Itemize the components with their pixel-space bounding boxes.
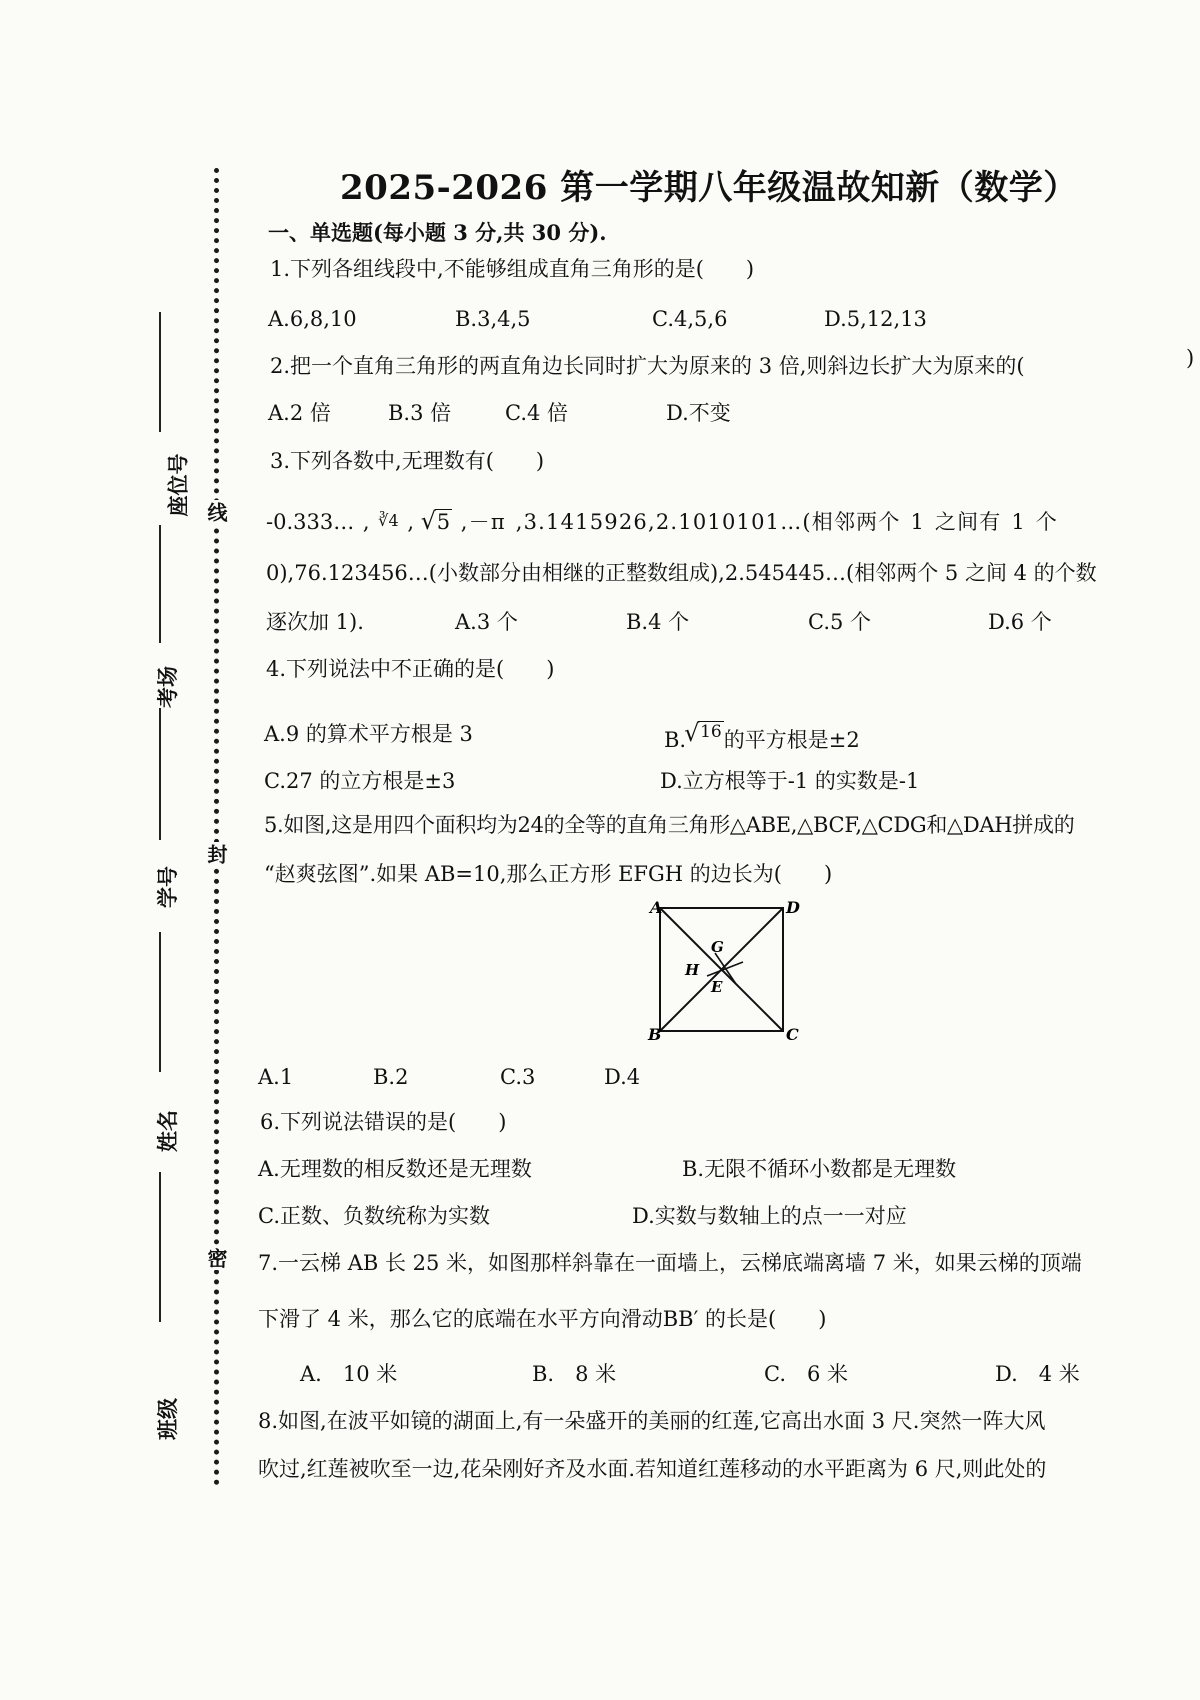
q3-option-c: C.5 个 [808, 610, 872, 634]
q6-option-b: B.无限不循环小数都是无理数 [682, 1157, 957, 1181]
zhao-shuang-figure [640, 896, 800, 1050]
q3-line2: 0),76.123456…(小数部分由相继的正整数组成),2.545445…(相邻两个 5 之间 4 的个数 [266, 561, 1097, 585]
label-g: G [711, 938, 724, 956]
cube-root-4-glyph: ∛4 [378, 511, 399, 530]
class-line [159, 1172, 161, 1322]
q5-option-a: A.1 [258, 1065, 294, 1089]
sqrt-16: √ 16 [686, 724, 724, 741]
q3-line1-a: -0.333… , [266, 510, 370, 534]
sqrt-5: √ 5 [423, 512, 452, 533]
q3-option-a: A.3 个 [455, 610, 518, 634]
q5-stem2: “赵爽弦图”.如果 AB=10,那么正方形 EFGH 的边长为( ) [264, 862, 833, 886]
class-label: 班级 [155, 1398, 180, 1440]
exam-room-label: 考场 [155, 666, 180, 708]
q3-option-b: B.4 个 [626, 610, 690, 634]
q4-option-b [664, 724, 860, 751]
q3-line1-b: , [407, 510, 415, 534]
q5-option-c: C.3 [500, 1065, 536, 1089]
q6-option-c: C.正数、负数统称为实数 [258, 1204, 490, 1228]
q7-stem: 7.一云梯 AB 长 25 米，如图那样斜靠在一面墙上，云梯底端离墙 7 米，如果云梯的顶端 [258, 1251, 1082, 1275]
q5-option-d: D.4 [604, 1065, 641, 1089]
q3-option-d: D.6 个 [988, 610, 1052, 634]
q4-option-b-letter: B. [664, 728, 687, 752]
q1-option-b: B.3,4,5 [455, 307, 531, 331]
q7-option-d: D. 4 米 [995, 1362, 1080, 1386]
q2-option-c: C.4 倍 [505, 401, 569, 425]
q7-option-c: C. 6 米 [764, 1362, 849, 1386]
label-a: A [650, 898, 663, 917]
label-h: H [685, 961, 700, 979]
exam-room-line [159, 525, 161, 643]
q1-option-a: A.6,8,10 [268, 307, 357, 331]
label-c: C [786, 1025, 799, 1044]
q7-stem2: 下滑了 4 米，那么它的底端在水平方向滑动BB′ 的长是( ) [258, 1307, 827, 1331]
binding-dotted-line [214, 168, 219, 1486]
student-no-line [159, 708, 161, 840]
cut-mark-seal: 封 [202, 842, 231, 866]
q5-option-b: B.2 [373, 1065, 409, 1089]
q4-option-b-rest: 的平方根是±2 [723, 728, 860, 752]
q7-option-b: B. 8 米 [532, 1362, 617, 1386]
seat-label: 座位号 [165, 453, 191, 517]
q6-stem: 6.下列说法错误的是( ) [260, 1110, 507, 1134]
q3-line3: 逐次加 1). [266, 610, 364, 634]
name-line [159, 932, 161, 1072]
q1-option-c: C.4,5,6 [652, 307, 728, 331]
q4-option-c: C.27 的立方根是±3 [264, 769, 456, 793]
q3-stem: 3.下列各数中,无理数有( ) [270, 449, 545, 473]
q4-stem: 4.下列说法中不正确的是( ) [266, 657, 555, 681]
label-b: B [648, 1025, 662, 1044]
label-e: E [711, 978, 723, 996]
q7-option-a: A. 10 米 [300, 1362, 398, 1386]
q1-option-d: D.5,12,13 [824, 307, 927, 331]
q2-stem-end: ) [1186, 346, 1195, 370]
q5-stem: 5.如图,这是用四个面积均为24的全等的直角三角形△ABE,△BCF,△CDG和△DAH拼成的 [264, 813, 1075, 837]
q6-option-d: D.实数与数轴上的点一一对应 [632, 1204, 907, 1228]
q6-option-a: A.无理数的相反数还是无理数 [258, 1157, 532, 1181]
name-label: 姓名 [155, 1110, 180, 1152]
q2-stem: 2.把一个直角三角形的两直角边长同时扩大为原来的 3 倍,则斜边长扩大为原来的( [270, 354, 1025, 378]
section-heading: 一、单选题(每小题 3 分,共 30 分). [268, 220, 607, 245]
student-no-label: 学号 [155, 866, 180, 908]
label-d: D [786, 898, 800, 917]
q2-option-d: D.不变 [666, 401, 731, 425]
q2-option-b: B.3 倍 [388, 401, 452, 425]
figure-svg [640, 896, 800, 1046]
q4-option-a: A.9 的算术平方根是 3 [264, 722, 473, 746]
q3-line1-c: ,－π ,3.1415926,2.1010101…(相邻两个 1 之间有 1 个 [460, 510, 1059, 534]
q8-stem2: 吹过,红莲被吹至一边,花朵刚好齐及水面.若知道红莲移动的水平距离为 6 尺,则此处的 [258, 1457, 1047, 1481]
cut-mark-secret: 密 [202, 1246, 231, 1270]
q2-option-a: A.2 倍 [268, 401, 331, 425]
q8-stem: 8.如图,在波平如镜的湖面上,有一朵盛开的美丽的红莲,它高出水面 3 尺.突然一阵大风 [258, 1409, 1046, 1433]
q3-line1 [266, 512, 1058, 533]
q1-stem: 1.下列各组线段中,不能够组成直角三角形的是( ) [270, 257, 755, 281]
q4-option-d: D.立方根等于-1 的实数是-1 [660, 769, 920, 793]
page-title: 2025-2026 第一学期八年级温故知新（数学） [340, 168, 1078, 208]
seat-line [159, 312, 161, 432]
cut-mark-line: 线 [202, 500, 231, 524]
